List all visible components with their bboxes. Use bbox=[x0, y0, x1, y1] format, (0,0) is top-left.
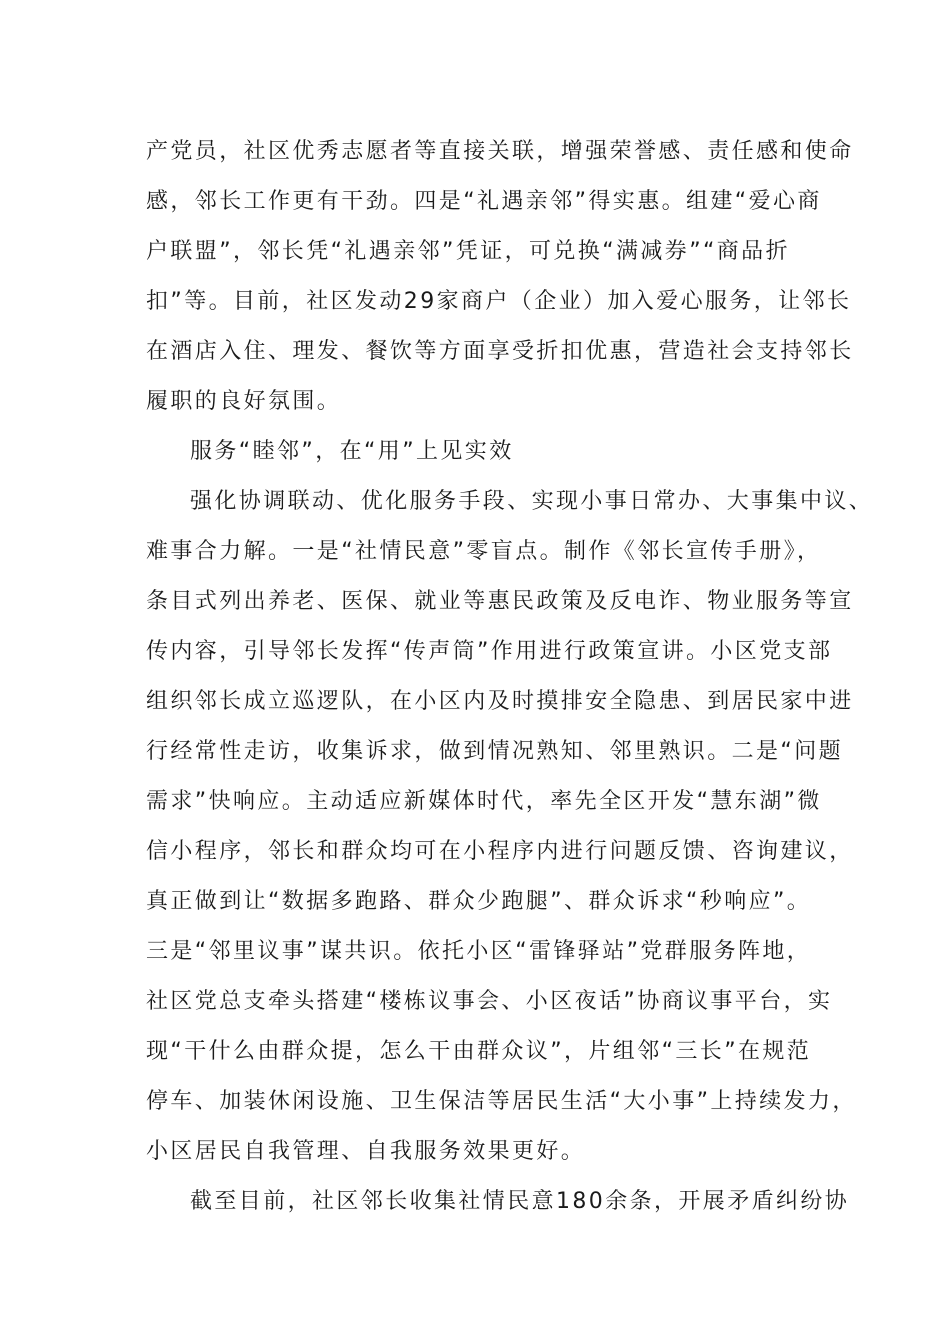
text-line: 需求”快响应。主动适应新媒体时代，率先全区开发“慧东湖”微 bbox=[146, 789, 822, 814]
text-line: 停车、加装休闲设施、卫生保洁等居民生活“大小事”上持续发力， bbox=[146, 1089, 857, 1114]
text-line: 扣”等。目前，社区发动29家商户（企业）加入爱心服务，让邻长 bbox=[146, 289, 852, 314]
text-line: 感，邻长工作更有干劲。四是“礼遇亲邻”得实惠。组建“爱心商 bbox=[146, 189, 822, 214]
text-line: 现“干什么由群众提，怎么干由群众议”，片组邻“三长”在规范 bbox=[146, 1039, 812, 1064]
text-line: 产党员，社区优秀志愿者等直接关联，增强荣誉感、责任感和使命 bbox=[146, 139, 854, 164]
text-line: 组织邻长成立巡逻队，在小区内及时摸排安全隐患、到居民家中进 bbox=[146, 689, 854, 714]
text-line: 传内容，引导邻长发挥“传声筒”作用进行政策宣讲。小区党支部 bbox=[146, 639, 833, 664]
text-line: 三是“邻里议事”谋共识。依托小区“雷锋驿站”党群服务阵地， bbox=[146, 939, 812, 964]
text-line: 截至目前，社区邻长收集社情民意180余条，开展矛盾纠纷协 bbox=[190, 1189, 850, 1214]
text-line: 社区党总支牵头搭建“楼栋议事会、小区夜话”协商议事平台，实 bbox=[146, 989, 833, 1014]
text-line: 户联盟”，邻长凭“礼遇亲邻”凭证，可兑换“满减券”“商品折 bbox=[146, 239, 790, 264]
section-heading: 服务“睦邻”，在“用”上见实效 bbox=[190, 439, 514, 464]
text-line: 小区居民自我管理、自我服务效果更好。 bbox=[146, 1139, 586, 1164]
text-line: 行经常性走访，收集诉求，做到情况熟知、邻里熟识。二是“问题 bbox=[146, 739, 843, 764]
text-line: 履职的良好氛围。 bbox=[146, 389, 342, 414]
text-line: 信小程序，邻长和群众均可在小程序内进行问题反馈、咨询建议， bbox=[146, 839, 854, 864]
text-line: 在酒店入住、理发、餐饮等方面享受折扣优惠，营造社会支持邻长 bbox=[146, 339, 854, 364]
text-line: 难事合力解。一是“社情民意”零盲点。制作《邻长宣传手册》， bbox=[146, 539, 822, 564]
text-line: 强化协调联动、优化服务手段、实现小事日常办、大事集中议、 bbox=[190, 489, 874, 514]
text-line: 真正做到让“数据多跑路、群众少跑腿”、群众诉求“秒响应”。 bbox=[146, 889, 812, 914]
text-line: 条目式列出养老、医保、就业等惠民政策及反电诈、物业服务等宣 bbox=[146, 589, 854, 614]
